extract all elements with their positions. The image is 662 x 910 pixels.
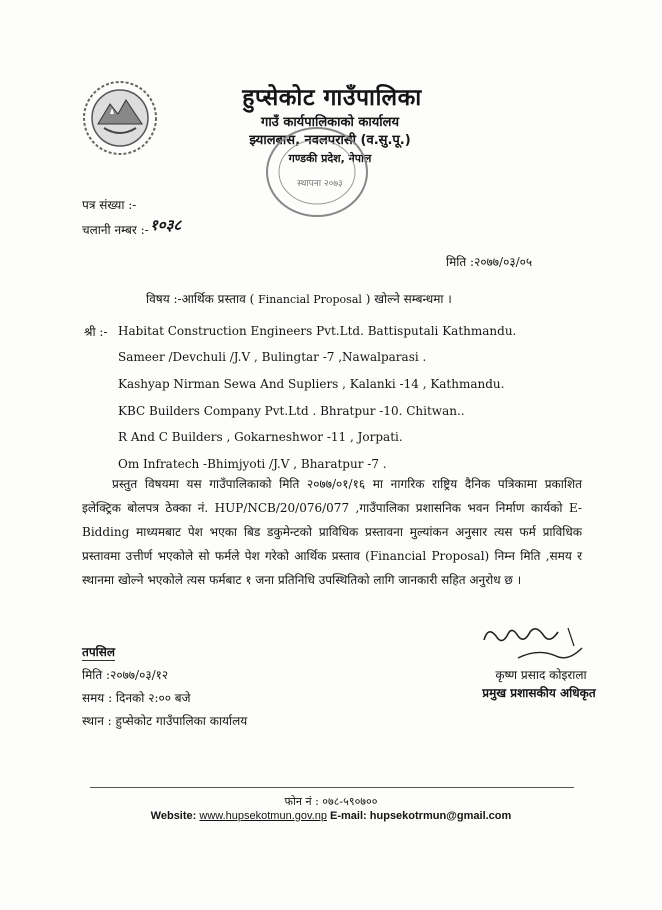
email-label: E-mail: [330,810,367,822]
municipality-title: हुप्सेकोट गाउँपालिका [242,85,422,111]
letter-body: प्रस्तुत विषयमा यस गाउँपालिकाको मिति २०७७/०१/१६ मा नागरिक राष्ट्रिय दैनिक पत्रिकामा प्रकाशित इलेक्ट्रिक बोलपत्र ठेक्का नं. HUP/NCB/20/076/077 ,गाउँपालिका प्रशासनिक भवन निर्माण कार्यको E-Bidding माध्यमबाट पेश भएका बिड डकुमेन्टको प्राविधिक प्रस्तावना मुल्यांकन अनुसार त्यस फर्म प्राविधिक प्रस्तावमा उत्तीर्ण भएकोले सो फर्मले पेश गरेको आर्थिक प्रस्ताव (Financial Proposal) निम्न मिति ,समय र स्थानमा खोल्ने भएकोले त्यस फर्मबाट १ जना प्रतिनिधि उपस्थितिको लागि जानकारी सहित अनुरोध छ । [82,477,582,587]
shri-label: श्री :- [84,325,108,339]
tapsil-time: समय : दिनको २:०० बजे [82,691,191,705]
handwritten-signature [478,618,588,668]
office-name: गाउँ कार्यपालिकाको कार्यालय [261,115,399,130]
seal-text: स्थापना २०७३ [297,179,343,189]
signatory-name: कृष्ण प्रसाद कोइराला [495,668,587,682]
patra-sankhya-label: पत्र संख्या :- [82,198,137,212]
footer-phone: फोन नं : ०७८-५९०७०० [284,795,378,808]
nepal-emblem-icon [80,78,160,158]
website-link[interactable]: www.hupsekotmun.gov.np [199,810,327,822]
signatory-title: प्रमुख प्रशासकीय अधिकृत [482,686,596,700]
office-location: झ्यालबास, नवलपरासी (व.सु.पू.) [249,133,411,148]
recipient-5: R And C Builders , Gokarneshwor -11 , Jorpati. [118,430,403,444]
tapsil-heading: तपसिल [82,645,116,659]
recipient-2: Sameer /Devchuli /J.V , Bulingtar -7 ,Nawalparasi . [118,350,427,364]
tapsil-date: मिति :२०७७/०३/१२ [82,668,169,682]
subject-line [146,290,452,307]
letter-date: मिति :२०७७/०३/०५ [446,255,533,269]
province-name: गण्डकी प्रदेश, नेपाल [288,152,372,165]
recipient-3: Kashyap Nirman Sewa And Supliers , Kalanki -14 , Kathmandu. [118,377,505,391]
recipient-6: Om Infratech -Bhimjyoti /J.V , Bharatpur -7 . [118,457,387,471]
subject-english: Financial Proposal [258,293,362,306]
subject-suffix: ) खोल्ने सम्बन्धमा । [365,292,452,306]
footer-divider [90,787,574,788]
subject-prefix: विषय :-आर्थिक प्रस्ताव ( [146,292,255,306]
chalani-label: चलानी नम्बर :- [82,223,149,237]
chalani-number: १०३८ [150,216,182,234]
tapsil-place: स्थान : हुप्सेकोट गाउँपालिका कार्यालय [82,714,248,728]
office-seal [262,122,372,220]
website-label: Website: [150,810,197,822]
recipient-4: KBC Builders Company Pvt.Ltd . Bhratpur -10. Chitwan.. [118,404,465,418]
recipient-1: Habitat Construction Engineers Pvt.Ltd. Battisputali Kathmandu. [118,324,517,338]
email-address[interactable]: hupsekotrmun@gmail.com [369,810,512,822]
footer-contact [0,810,662,822]
